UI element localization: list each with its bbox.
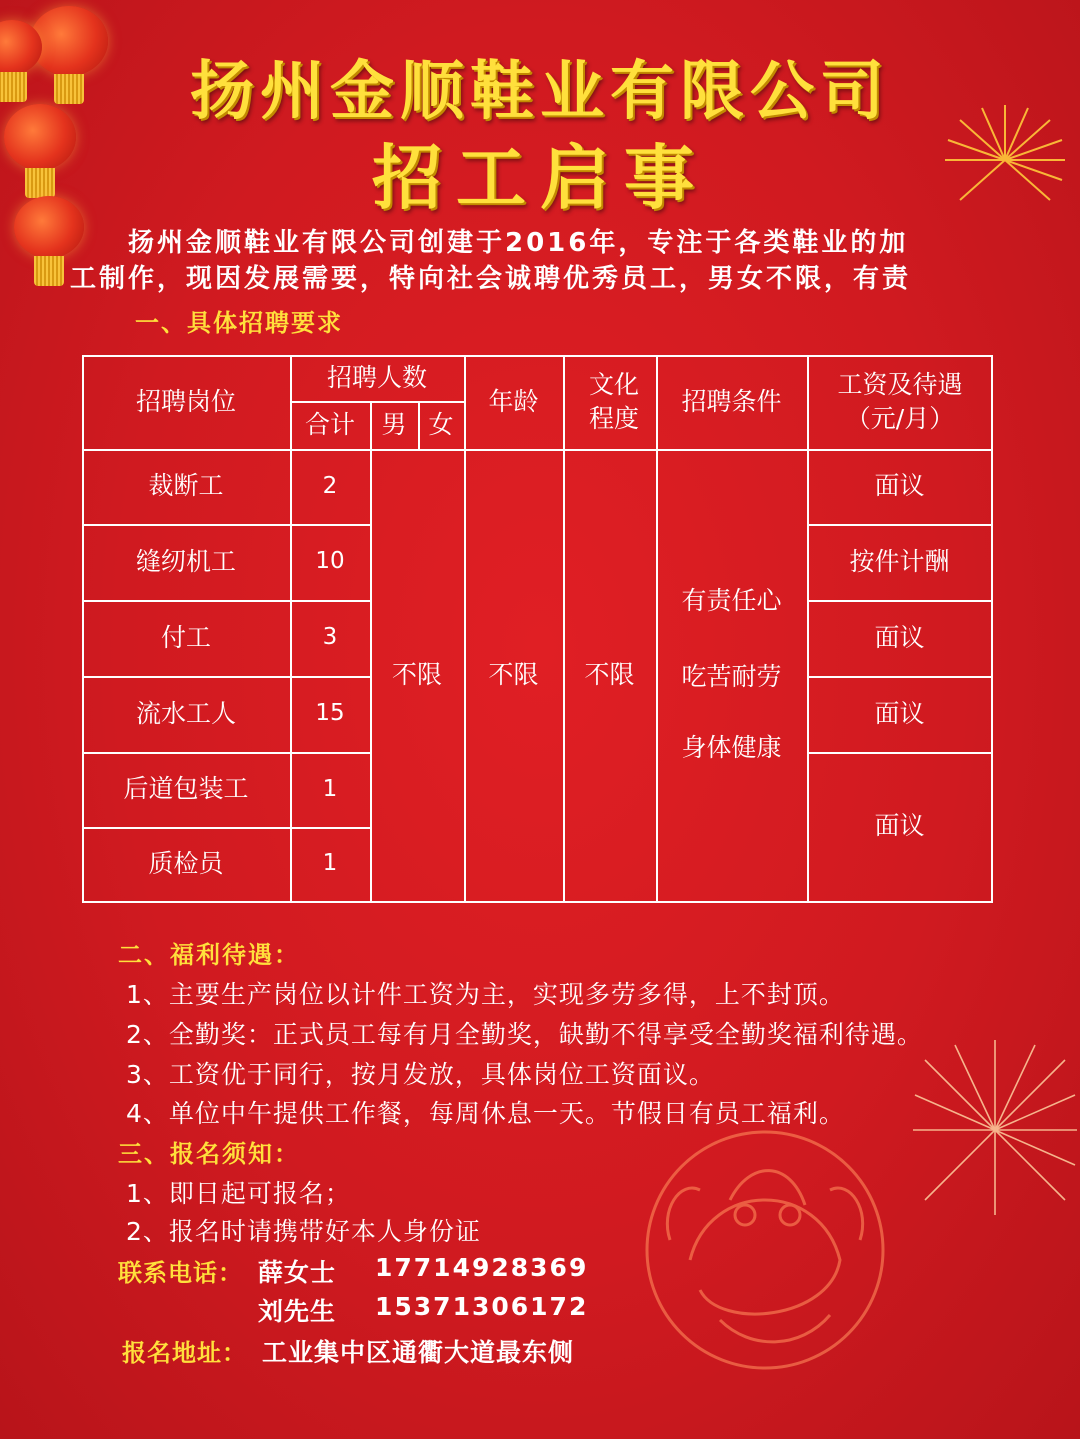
firework-icon (905, 1030, 1080, 1220)
intro-line-1: 扬州金顺鞋业有限公司创建于2016年，专注于各类鞋业的加 (128, 228, 909, 258)
table-row-position: 质检员 (148, 848, 224, 878)
table-row-total: 15 (315, 700, 345, 727)
section-heading-benefits: 二、福利待遇： (118, 941, 300, 969)
table-row-total: 10 (315, 548, 345, 575)
notice-title: 招工启事 (372, 137, 708, 219)
table-row-position: 流水工人 (135, 698, 236, 728)
table-row-total: 3 (322, 624, 338, 651)
contact-phone[interactable]: 17714928369 (375, 1253, 589, 1282)
header-male: 男 (381, 409, 407, 439)
recruitment-table (82, 355, 993, 903)
salary-cell: 面议 (874, 698, 925, 728)
condition-item: 有责任心 (681, 585, 782, 615)
header-count: 招聘人数 (326, 362, 427, 392)
education-requirement: 不限 (584, 659, 635, 689)
benefit-item: 1、主要生产岗位以计件工资为主，实现多劳多得，上不封顶。 (126, 980, 845, 1009)
section-heading-registration: 三、报名须知： (118, 1140, 300, 1168)
contact-name: 薛女士 (258, 1258, 337, 1287)
header-age: 年龄 (488, 386, 539, 416)
table-row-total: 1 (322, 850, 338, 877)
header-position: 招聘岗位 (135, 386, 236, 416)
salary-cell: 面议 (874, 811, 925, 841)
registration-item: 1、即日起可报名； (126, 1179, 351, 1208)
benefit-item: 3、工资优于同行，按月发放，具体岗位工资面议。 (126, 1060, 715, 1089)
contact-label: 联系电话： (118, 1259, 243, 1287)
benefit-item: 4、单位中午提供工作餐，每周休息一天。节假日有员工福利。 (126, 1099, 845, 1128)
contact-name: 刘先生 (258, 1297, 337, 1326)
header-female: 女 (428, 409, 454, 439)
table-row-position: 后道包装工 (123, 774, 249, 804)
benefit-item: 2、全勤奖：正式员工每有月全勤奖，缺勤不得享受全勤奖福利待遇。 (126, 1020, 923, 1049)
table-row-position: 缝纫机工 (135, 546, 236, 576)
contact-phone[interactable]: 15371306172 (375, 1292, 589, 1321)
table-row-total: 1 (322, 775, 338, 802)
gender-requirement: 不限 (391, 659, 442, 689)
salary-cell: 按件计酬 (849, 546, 950, 576)
table-row-total: 2 (322, 472, 338, 499)
condition-item: 身体健康 (681, 732, 782, 762)
header-education: 文化程度 (588, 370, 639, 433)
registration-item: 2、报名时请携带好本人身份证 (126, 1217, 481, 1246)
table-row-position: 裁断工 (148, 471, 224, 501)
dragon-icon (630, 1120, 900, 1380)
salary-cell: 面议 (874, 471, 925, 501)
age-requirement: 不限 (488, 659, 539, 689)
salary-cell: 面议 (874, 622, 925, 652)
header-total: 合计 (304, 409, 355, 439)
intro-line-2: 工制作，现因发展需要，特向社会诚聘优秀员工，男女不限，有责 (70, 264, 912, 294)
header-salary: 工资及待遇（元/月） (837, 370, 963, 433)
table-row-position: 付工 (160, 622, 211, 652)
company-title: 扬州金顺鞋业有限公司 (190, 55, 890, 129)
address-label: 报名地址： (122, 1339, 247, 1367)
section-heading-requirements: 一、具体招聘要求 (135, 309, 343, 337)
condition-item: 吃苦耐劳 (681, 661, 782, 691)
address-value: 工业集中区通衢大道最东侧 (262, 1338, 575, 1367)
header-conditions: 招聘条件 (681, 386, 782, 416)
conditions-cell (656, 449, 807, 901)
